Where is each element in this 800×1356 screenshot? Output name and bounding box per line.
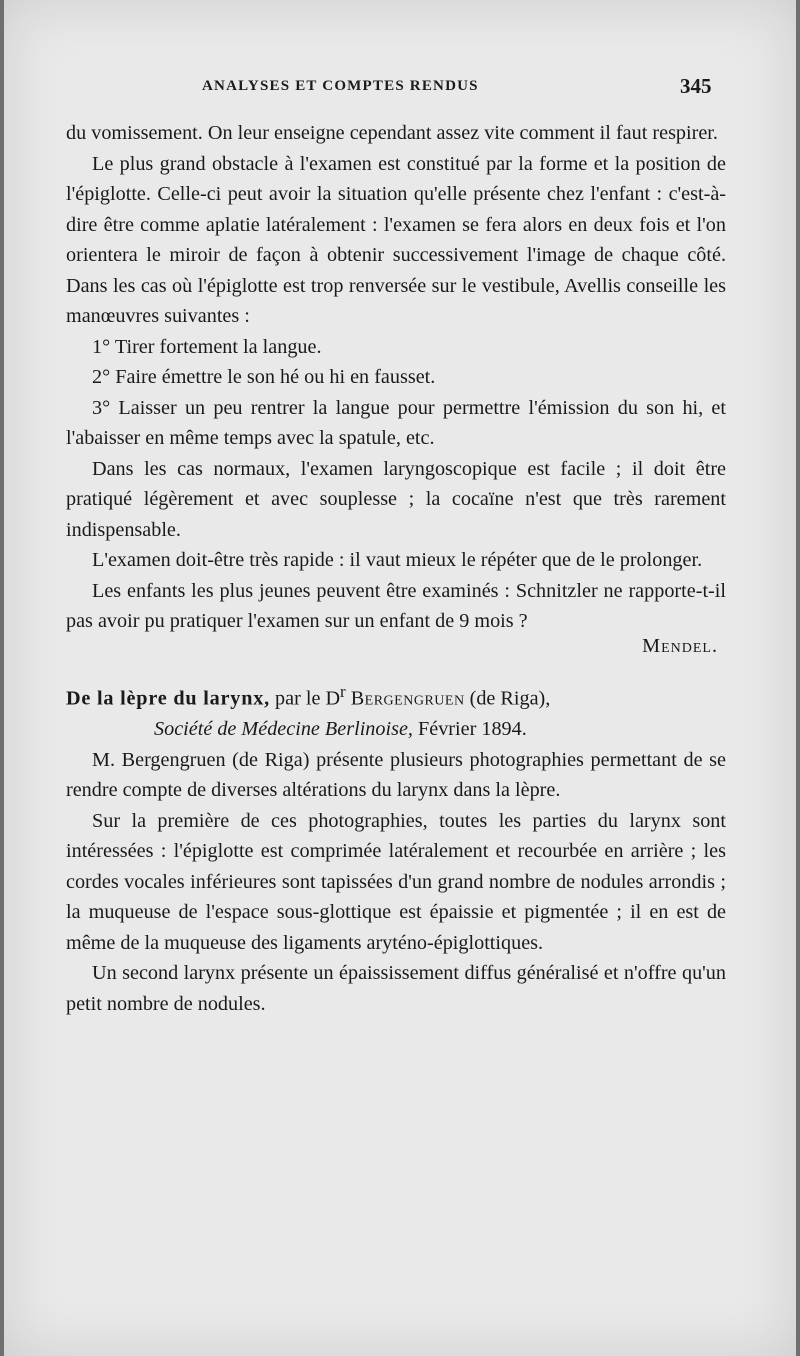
document-page (4, 0, 796, 1356)
paragraph: Un second larynx présente un épaississement diffus généralisé et n'offre qu'un petit nombre de nodules. (66, 962, 726, 1015)
article-title: De la lèpre du larynx, (66, 687, 270, 710)
paragraph: Dans les cas normaux, l'examen laryngoscopique est facile ; il doit être pratiqué légèrement et avec souplesse ; la cocaïne n'est que très rarement indispensable. (66, 457, 726, 541)
article-by-sup: r (340, 682, 346, 701)
article-heading (66, 677, 726, 745)
paragraph: Sur la première de ces photographies, toutes les parties du larynx sont intéressées : l'épiglotte est comprimée latéralement et recourbée en arrière ; les cordes vocales inférieures sont tapissées d'un grand nombre de nodules arrondis ; la muqueuse de l'espace sous-glottique est épaissie et pigmentée ; il en est de même de la muqueuse des ligaments aryténo-épiglottiques. (66, 809, 726, 954)
article-by: par le D (275, 687, 341, 710)
article-date: Février 1894. (418, 718, 527, 741)
list-item: 3° Laisser un peu rentrer la langue pour permettre l'émission du son hi, et l'abaisser en même temps avec la spatule, etc. (66, 396, 726, 449)
list-item: 2° Faire émettre le son hé ou hi en fausset. (92, 366, 436, 388)
body-text (66, 118, 726, 1019)
society-line (66, 714, 726, 745)
paragraph: Les enfants les plus jeunes peuvent être examinés : Schnitzler ne rapporte-t-il pas avoir pu pratiquer l'examen sur un enfant de 9 mois ? (66, 579, 726, 632)
paragraph: M. Bergengruen (de Riga) présente plusieurs photographies permettant de se rendre compte de diverses altérations du larynx dans la lèpre. (66, 748, 726, 802)
article-society: Société de Médecine Berlinoise, (154, 718, 413, 741)
list-item: 1° Tirer fortement la langue. (92, 335, 322, 358)
paragraph: du vomissement. On leur enseigne cependant assez vite comment il faut respirer. (66, 122, 718, 144)
signature: Mendel. (642, 634, 718, 657)
running-title: ANALYSES ET COMPTES RENDUS (202, 78, 479, 94)
running-header (4, 72, 796, 102)
paragraph: Le plus grand obstacle à l'examen est constitué par la forme et la position de l'épiglotte. Celle-ci peut avoir la situation qu'elle présente chez l'enfant : c'est-à-dire être comme aplatie latéralement : l'examen se fera alors en deux fois et l'on orientera le miroir de façon à obtenir successivement l'image de chaque côté. Dans les cas où l'épiglotte est trop renversée sur le vestibule, Avellis conseille les manœuvres suivantes : (66, 152, 726, 327)
page-number: 345 (680, 74, 712, 98)
paragraph: L'examen doit-être très rapide : il vaut mieux le répéter que de le prolonger. (92, 549, 703, 571)
article-author: Bergengruen (350, 687, 465, 710)
article-place: (de Riga), (469, 687, 551, 710)
